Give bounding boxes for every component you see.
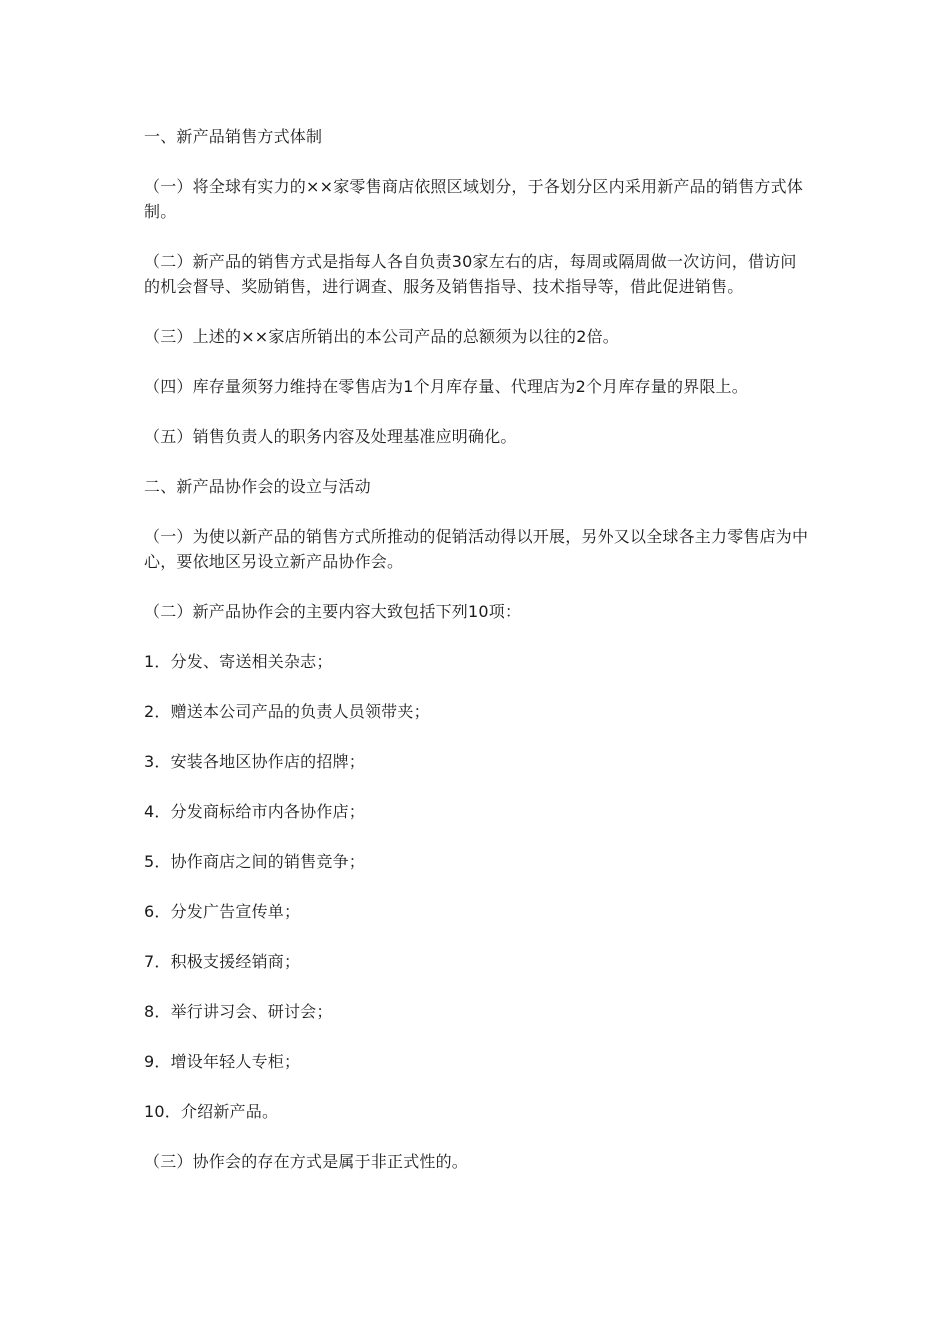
list-item: 7．积极支援经销商； — [144, 952, 301, 971]
section-2-closing: （三）协作会的存在方式是属于非正式性的。 — [144, 1152, 469, 1171]
list-item: 1．分发、寄送相关杂志； — [144, 652, 333, 671]
section-1-paragraph-4: （四）库存量须努力维持在零售店为1个月库存量、代理店为2个月库存量的界限上。 — [144, 377, 748, 396]
section-1-paragraph-3: （三）上述的××家店所销出的本公司产品的总额须为以往的2倍。 — [144, 327, 619, 346]
list-item: 3．安装各地区协作店的招牌； — [144, 752, 365, 771]
list-item: 9．增设年轻人专柜； — [144, 1052, 301, 1071]
document-body — [144, 124, 812, 1174]
list-item: 4．分发商标给市内各协作店； — [144, 802, 365, 821]
section-1-paragraph-5: （五）销售负责人的职务内容及处理基准应明确化。 — [144, 427, 517, 446]
list-item: 6．分发广告宣传单； — [144, 902, 301, 921]
section-2-heading: 二、新产品协作会的设立与活动 — [144, 477, 371, 496]
section-1-paragraph-1: （一）将全球有实力的××家零售商店依照区域划分，于各划分区内采用新产品的销售方式体制。 — [144, 177, 804, 221]
list-item: 8．举行讲习会、研讨会； — [144, 1002, 333, 1021]
section-2-paragraph-1: （一）为使以新产品的销售方式所推动的促销活动得以开展，另外又以全球各主力零售店为中心，要依地区另设立新产品协作会。 — [144, 527, 809, 571]
list-item: 5．协作商店之间的销售竞争； — [144, 852, 365, 871]
section-2-paragraph-2: （二）新产品协作会的主要内容大致包括下列10项： — [144, 602, 522, 621]
list-item: 10．介绍新产品。 — [144, 1102, 279, 1121]
section-1-heading: 一、新产品销售方式体制 — [144, 127, 323, 146]
list-item: 2．赠送本公司产品的负责人员领带夹； — [144, 702, 430, 721]
section-1-paragraph-2: （二）新产品的销售方式是指每人各自负责30家左右的店，每周或隔周做一次访问，借访问的机会督导、奖励销售，进行调查、服务及销售指导、技术指导等，借此促进销售。 — [144, 252, 797, 296]
